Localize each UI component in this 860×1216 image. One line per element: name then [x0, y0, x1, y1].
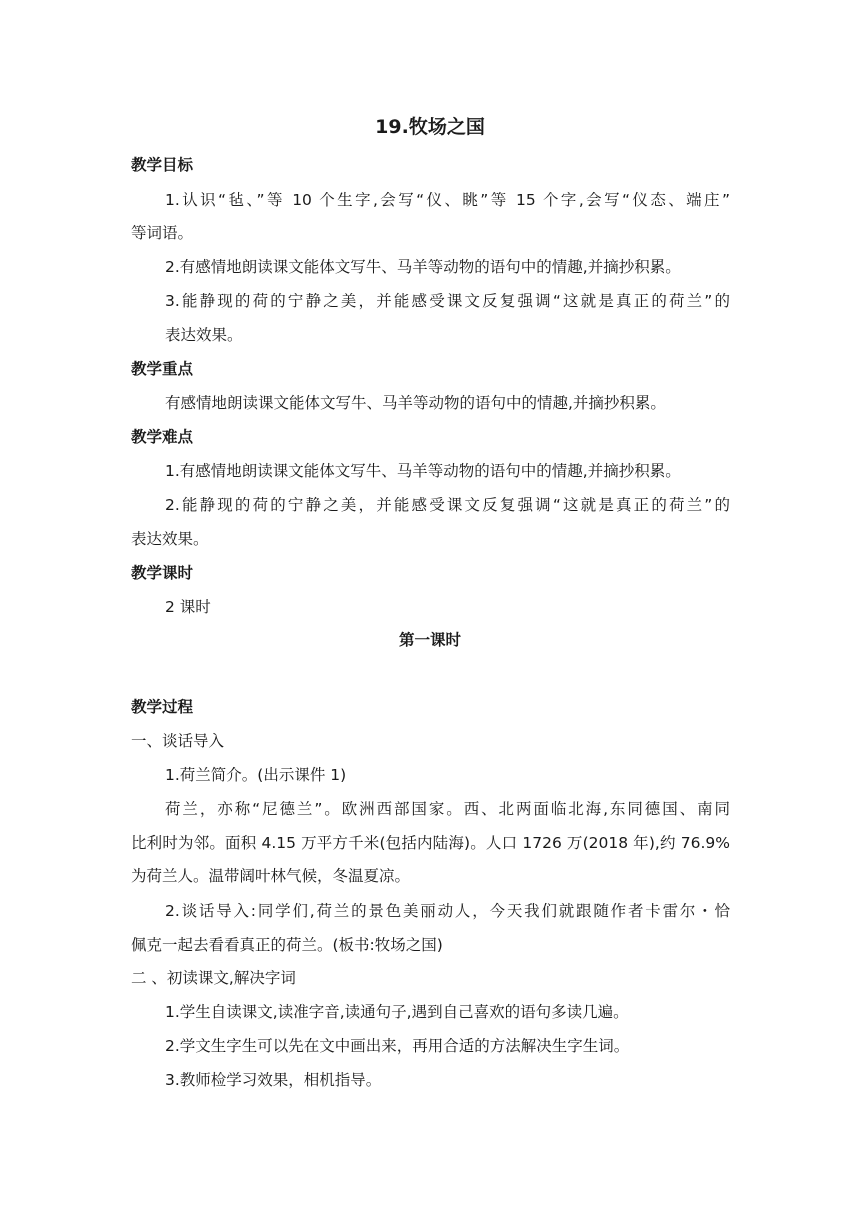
difficulties-item2-line2: 表达效果。	[131, 530, 209, 548]
part1-paragraph-line3: 为荷兰人。温带阔叶林气候，冬温夏凉。	[131, 867, 411, 885]
difficulties-item1: 1.有感情地朗读课文能体文写牛、马羊等动物的语句中的情趣,并摘抄积累。	[165, 462, 681, 480]
key-points-heading: 教学重点	[131, 360, 194, 378]
part2-item3: 3.教师检学习效果，相机指导。	[165, 1071, 382, 1089]
part2-title: 二 、初读课文,解决字词	[131, 969, 296, 987]
lesson-title: 第一课时	[398, 631, 461, 649]
goals-item3-line2: 表达效果。	[165, 326, 243, 344]
hours-text: 2 课时	[165, 598, 211, 616]
part1-item2-line2: 佩克一起去看看真正的荷兰。(板书:牧场之国)	[131, 936, 443, 954]
difficulties-heading: 教学难点	[131, 428, 194, 446]
document-title: 19.牧场之国	[375, 116, 485, 138]
part1-item1: 1.荷兰简介。(出示课件 1)	[165, 766, 347, 784]
hours-heading: 教学课时	[131, 564, 194, 582]
part1-title: 一、谈话导入	[131, 732, 225, 750]
difficulties-item2-line1: 2.能静现的荷的宁静之美，并能感受课文反复强调“这就是真正的荷兰”的	[165, 496, 730, 514]
goals-item3-line1: 3.能静现的荷的宁静之美，并能感受课文反复强调“这就是真正的荷兰”的	[165, 292, 730, 310]
part2-item1: 1.学生自读课文,读准字音,读通句子,遇到自己喜欢的语句多读几遍。	[165, 1003, 629, 1021]
part1-paragraph-line2: 比利时为邻。面积 4.15 万平方千米(包括内陆海)。人口 1726 万(2018 年),约 76.9%	[131, 834, 730, 852]
key-points-text: 有感情地朗读课文能体文写牛、马羊等动物的语句中的情趣,并摘抄积累。	[165, 394, 666, 412]
goals-heading: 教学目标	[131, 156, 194, 174]
goals-item2: 2.有感情地朗读课文能体文写牛、马羊等动物的语句中的情趣,并摘抄积累。	[165, 258, 681, 276]
part1-item2-line1: 2.谈话导入:同学们,荷兰的景色美丽动人，今天我们就跟随作者卡雷尔・恰	[165, 902, 730, 920]
goals-item1-line2: 等词语。	[131, 224, 194, 242]
process-heading: 教学过程	[131, 698, 194, 716]
goals-item1-line1: 1.认识“毡、”等 10 个生字,会写“仪、眺”等 15 个字,会写“仪态、端庄”	[165, 191, 730, 209]
part1-paragraph-line1: 荷兰，亦称“尼德兰”。欧洲西部国家。西、北两面临北海,东同德国、南同	[165, 800, 730, 818]
part2-item2: 2.学文生字生可以先在文中画出来，再用合适的方法解决生字生词。	[165, 1037, 630, 1055]
